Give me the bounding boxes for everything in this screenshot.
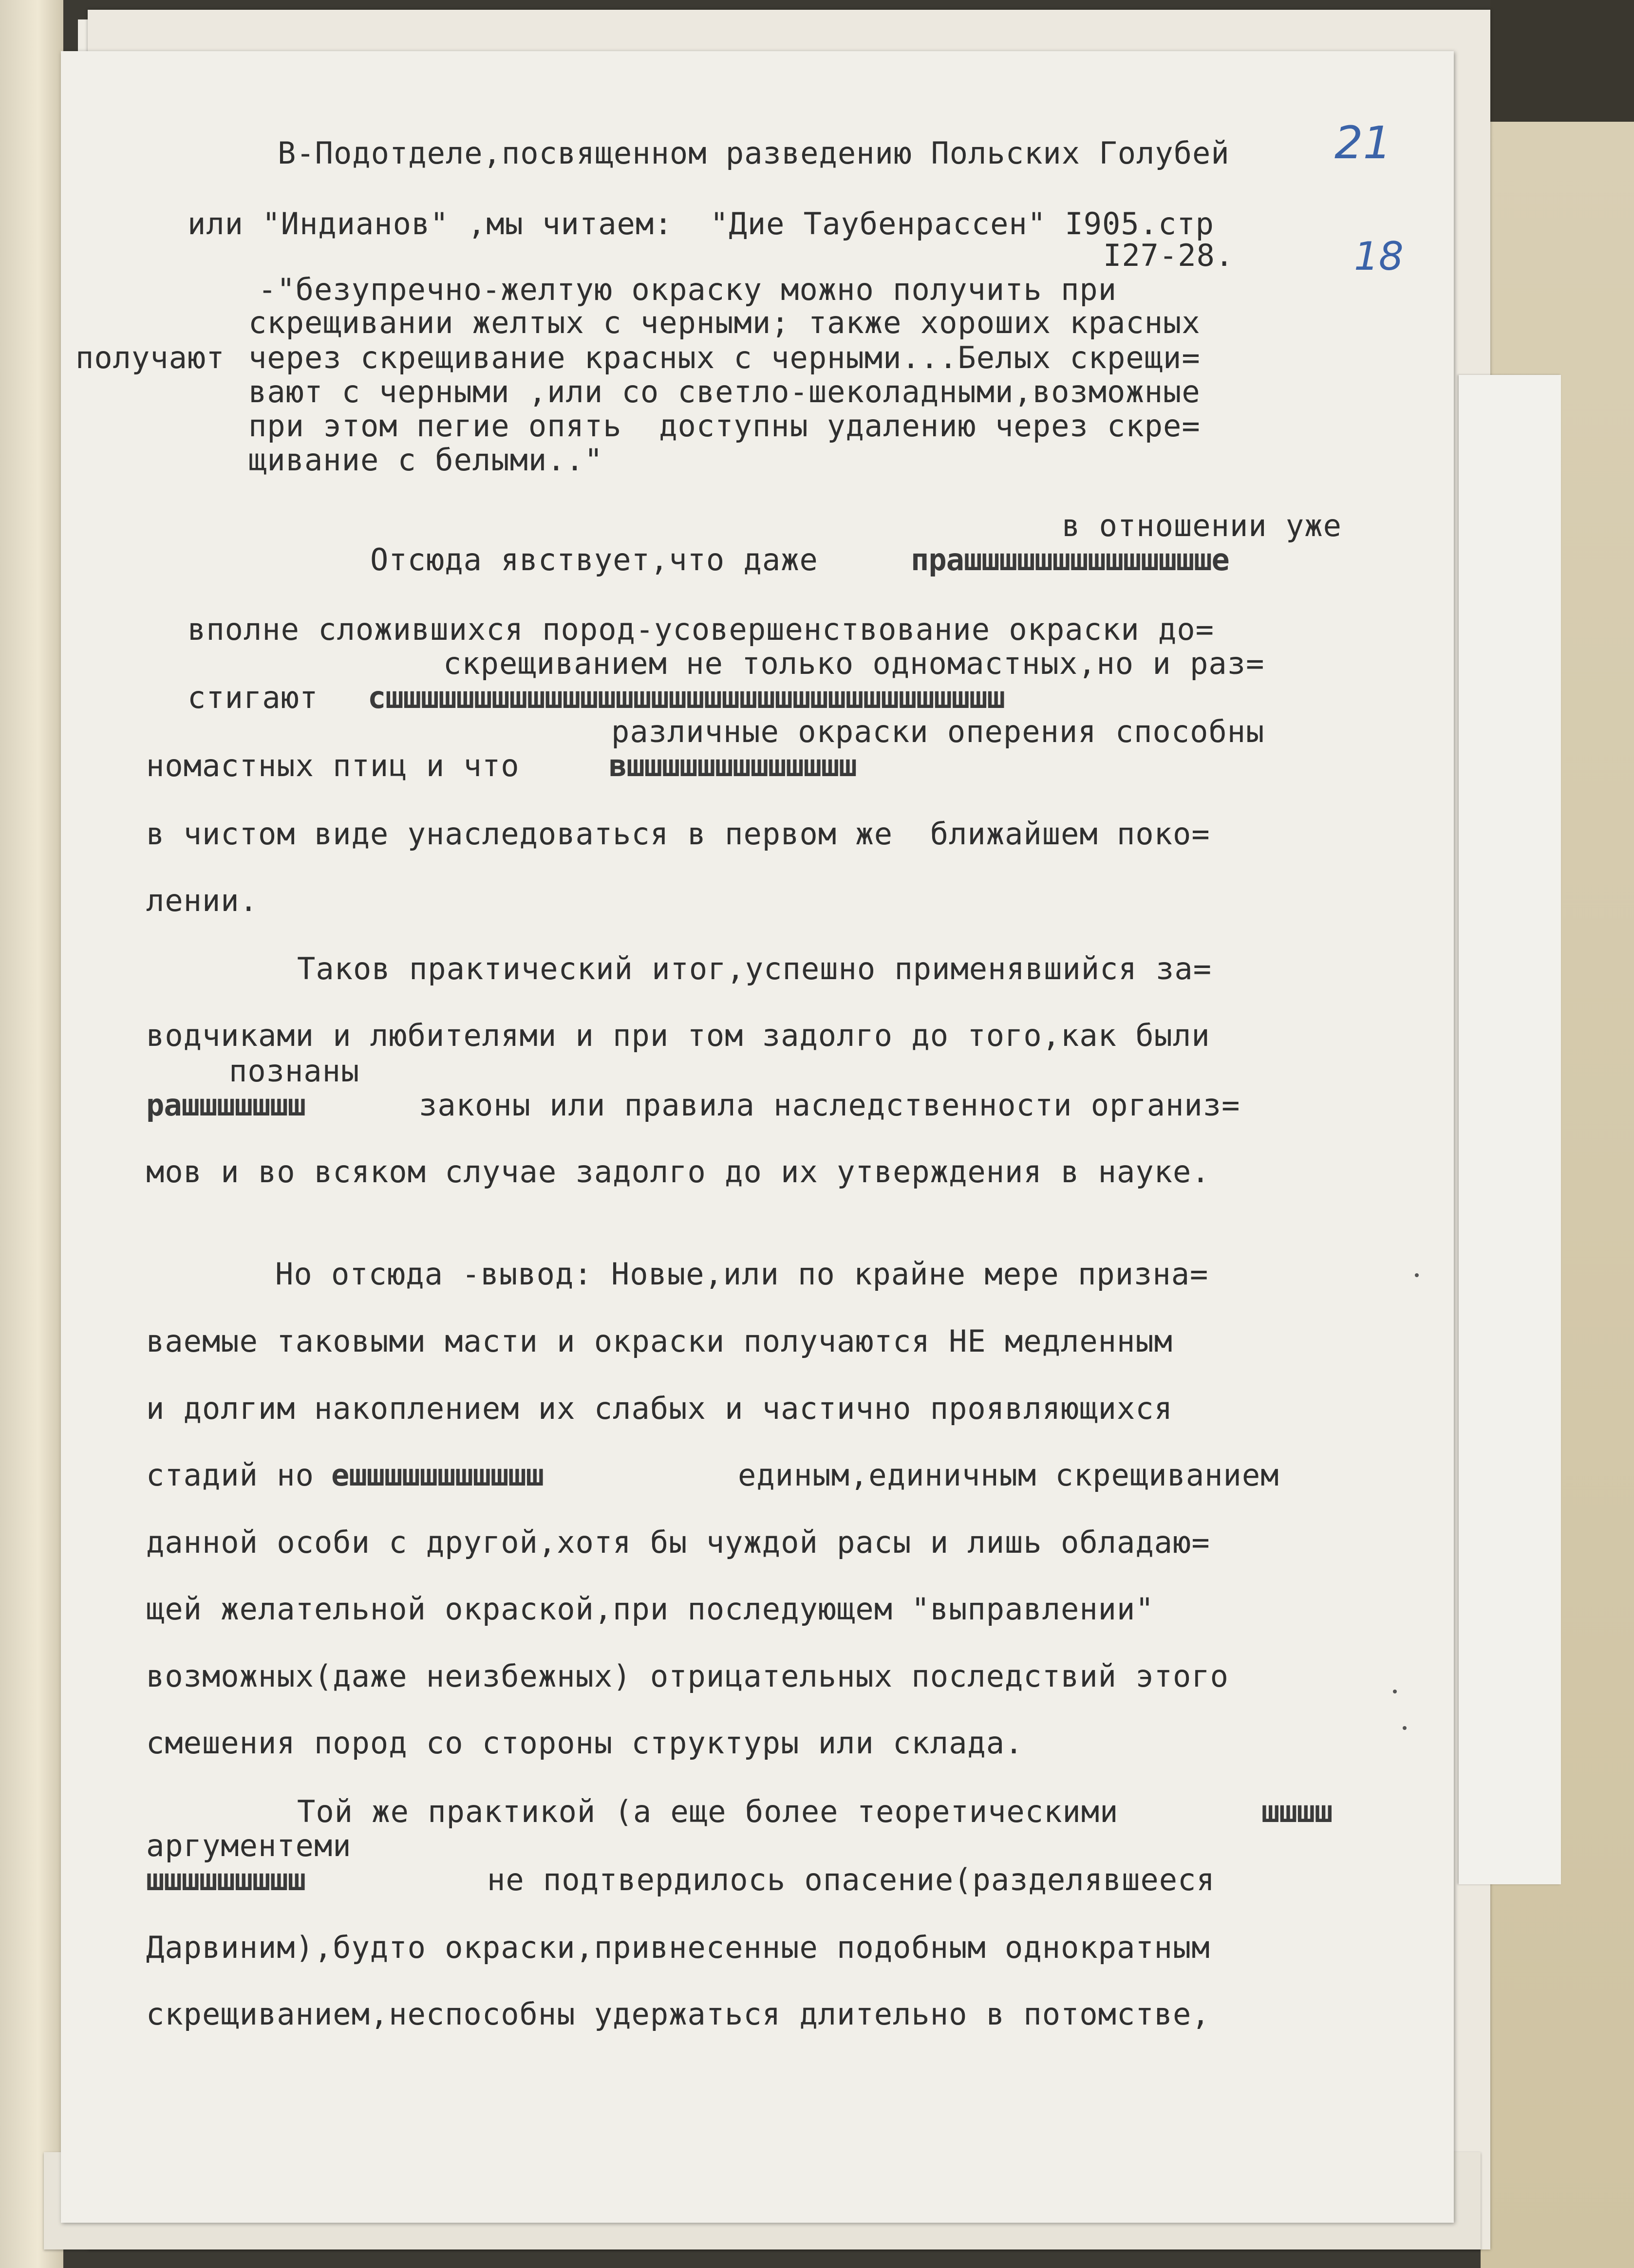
text-line: -"безупречно-желтую окраску можно получить при <box>258 272 1117 307</box>
struck-out-text: рашшшшшшш <box>146 1087 305 1123</box>
text-line: мов и во всяком случае задолго до их утверждения в науке. <box>146 1154 1210 1190</box>
struck-out-text: шшшш <box>1261 1794 1333 1829</box>
interlinear-insert: скрещиванием не только одномастных,но и раз= <box>443 646 1265 681</box>
text-line: В-Подотделе,посвященном разведению Польских Голубей <box>278 135 1230 171</box>
text-line: скрещивании желтых с черными; также хороших красных <box>248 305 1201 340</box>
text-line: в чистом виде унаследоваться в первом же ближайшем поко= <box>146 816 1210 852</box>
text-line: вают с черными ,или со светло-шеколадными,возможные <box>248 374 1201 409</box>
ink-dot <box>1415 1273 1419 1277</box>
interlinear-insert: аргументеми <box>146 1828 352 1863</box>
text-line: скрещиванием,неспособны удержаться длительно в потомстве, <box>146 1996 1210 2032</box>
struck-out-text: шшшшшшшшш <box>146 1862 305 1897</box>
text-line: или "Индианов" ,мы читаем: "Дие Таубенрассен" I905.стр <box>188 206 1214 242</box>
text-line: щивание с белыми.." <box>248 442 603 478</box>
text-line: Отсюда явствует,что даже <box>370 542 818 577</box>
interlinear-insert: познаны <box>229 1053 360 1089</box>
text-line: лении. <box>146 883 258 918</box>
struck-out-text: вшшшшшшшшшшшшш <box>609 748 857 783</box>
text-line: ваемые таковыми масти и окраски получаются НЕ медленным <box>146 1323 1173 1359</box>
text-line: через скрещивание красных с черными...Белых скрещи= <box>248 340 1201 375</box>
background-dark <box>1490 0 1634 127</box>
insert-card <box>1459 375 1561 1884</box>
margin-insert: получают <box>75 340 225 375</box>
struck-out-text: ешшшшшшшшшшш <box>331 1457 544 1493</box>
folder-edge-left <box>0 0 63 2268</box>
text-line: при этом пегие опять доступны удалению через скре= <box>248 408 1201 444</box>
text-line: щей желательной окраской,при последующем "выправлении" <box>146 1591 1154 1627</box>
text-line: законы или правила наследственности организ= <box>419 1087 1240 1123</box>
folio-number-secondary: 18 <box>1354 234 1404 279</box>
text-line: стигают <box>188 680 319 715</box>
text-line: стадий но <box>146 1457 314 1493</box>
interlinear-insert: различные окраски оперения способны <box>611 714 1265 749</box>
text-line: I27-28. <box>1103 238 1234 273</box>
text-line: данной особи с другой,хотя бы чуждой расы и лишь обладаю= <box>146 1524 1210 1560</box>
ink-dot <box>1403 1726 1407 1730</box>
text-line: Но отсюда -вывод: Новые,или по крайне мере призна= <box>275 1256 1209 1292</box>
text-line: номастных птиц и что <box>146 748 520 783</box>
text-line: водчиками и любителями и при том задолго до того,как были <box>146 1018 1210 1053</box>
text-line: Таков практический итог,успешно применявшийся за= <box>297 951 1212 986</box>
ink-dot <box>1393 1690 1397 1693</box>
text-line: не подтвердилось опасение(разделявшееся <box>487 1862 1215 1897</box>
text-line: возможных(даже неизбежных) отрицательных последствий этого <box>146 1658 1229 1694</box>
struck-out-text: сшшшшшшшшшшшшшшшшшшшшшшшшшшшшшшшшшшш <box>368 680 1005 715</box>
interlinear-insert: в отношении уже <box>1062 508 1342 543</box>
folio-number: 21 <box>1334 117 1392 169</box>
text-line: смешения пород со стороны структуры или склада. <box>146 1725 1024 1761</box>
text-line: Той же практикой (а еще более теоретическими <box>297 1794 1119 1829</box>
text-line: Дарвиним),будто окраски,привнесенные подобным однократным <box>146 1930 1210 1965</box>
text-line: вполне сложившихся пород-усовершенствование окраски до= <box>188 612 1214 647</box>
text-line: и долгим накоплением их слабых и частично проявляющихся <box>146 1391 1173 1426</box>
struck-out-text: прашшшшшшшшшшшшшше <box>911 542 1229 577</box>
text-line: единым,единичным скрещиванием <box>738 1457 1279 1493</box>
